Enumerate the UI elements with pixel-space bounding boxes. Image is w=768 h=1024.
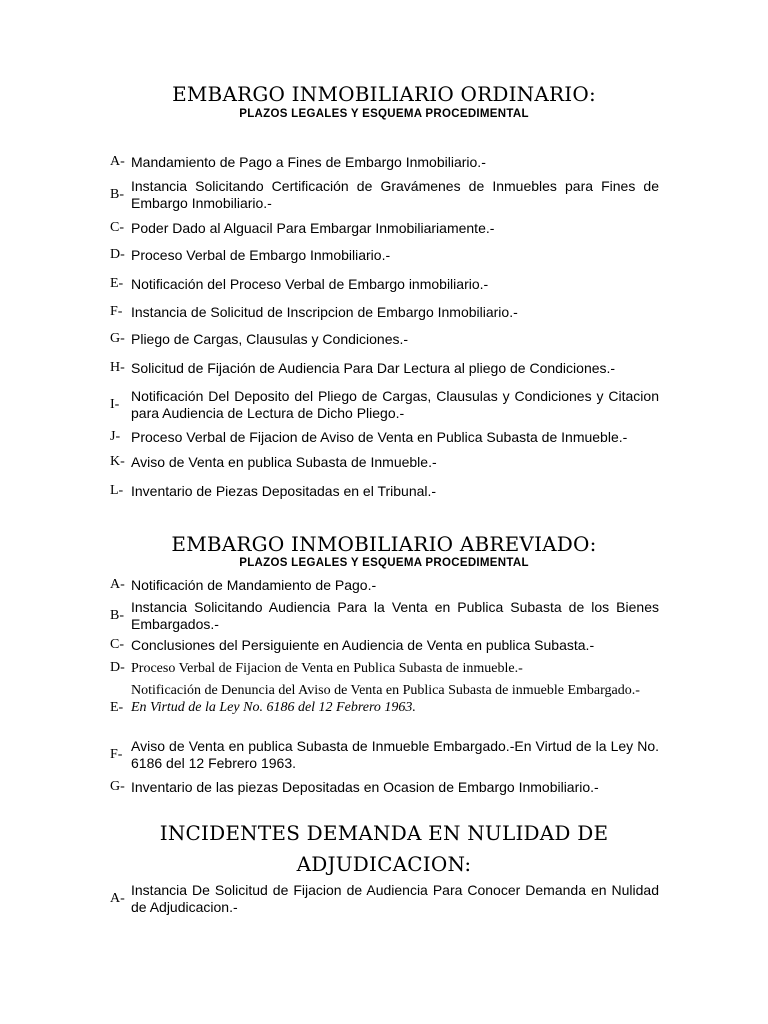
item-text: Notificación del Proceso Verbal de Embargo inmobiliario.-	[131, 276, 489, 292]
item-letter: B-	[110, 187, 124, 202]
item-letter: L-	[110, 483, 124, 498]
item-text: Instancia Solicitando Certificación de Gravámenes de Inmuebles para Fines de Embargo Inmobiliario.-	[131, 178, 659, 211]
item-text: Instancia Solicitando Audiencia Para la Venta en Publica Subasta de los Bienes Embargados.-	[131, 599, 659, 632]
item-letter: C-	[110, 637, 124, 652]
item-text: Solicitud de Fijación de Audiencia Para Dar Lectura al pliego de Condiciones.-	[131, 360, 616, 376]
section1-subtitle: PLAZOS LEGALES Y ESQUEMA PROCEDIMENTAL	[239, 108, 529, 120]
item-text: Proceso Verbal de Embargo Inmobiliario.-	[131, 247, 391, 263]
item-letter: K-	[110, 454, 125, 469]
item-letter: A-	[110, 577, 125, 592]
section3-title-line1: INCIDENTES DEMANDA EN NULIDAD DE	[159, 821, 609, 845]
item-letter: A-	[110, 891, 125, 906]
item-letter: C-	[110, 220, 124, 235]
section2-title: EMBARGO INMOBILIARIO ABREVIADO:	[171, 532, 597, 556]
section3-title-line2: ADJUDICACION:	[296, 852, 472, 876]
item-letter: B-	[110, 608, 124, 623]
item-letter: F-	[110, 747, 123, 762]
item-letter: G-	[110, 779, 125, 794]
item-text: Pliego de Cargas, Clausulas y Condiciones.-	[131, 331, 409, 347]
item-letter: D-	[110, 660, 125, 675]
item-text: Mandamiento de Pago a Fines de Embargo Inmobiliario.-	[131, 154, 486, 170]
item-text: Poder Dado al Alguacil Para Embargar Inmobiliariamente.-	[131, 220, 495, 236]
item-text-main: Notificación de Denuncia del Aviso de Venta en Publica Subasta de inmueble Embargado.-	[131, 683, 640, 698]
item-letter: G-	[110, 331, 125, 346]
item-letter: H-	[110, 360, 125, 375]
item-text: Instancia de Solicitud de Inscripcion de Embargo Inmobiliario.-	[131, 304, 518, 320]
section2-subtitle: PLAZOS LEGALES Y ESQUEMA PROCEDIMENTAL	[239, 557, 529, 569]
item-letter: J-	[110, 429, 121, 444]
item-text: Aviso de Venta en publica Subasta de Inmueble Embargado.-En Virtud de la Ley No. 6186 del 12 Febrero 1963.	[131, 738, 659, 771]
item-text	[131, 682, 659, 716]
item-text: Inventario de las piezas Depositadas en Ocasion de Embargo Inmobiliario.-	[131, 779, 599, 795]
item-letter: E-	[110, 700, 124, 715]
item-letter: I-	[110, 397, 120, 412]
item-letter: D-	[110, 247, 125, 262]
section1-title: EMBARGO INMOBILIARIO ORDINARIO:	[172, 82, 596, 106]
law-reference-note: En Virtud de la Ley No. 6186 del 12 Febrero 1963.	[131, 700, 416, 715]
item-letter: F-	[110, 304, 123, 319]
item-text: Proceso Verbal de Fijacion de Aviso de Venta en Publica Subasta de Inmueble.-	[131, 429, 628, 445]
item-text: Notificación Del Deposito del Pliego de Cargas, Clausulas y Condiciones y Citacion para Audiencia de Lectura de Dicho Pliego.-	[131, 388, 659, 421]
item-letter: E-	[110, 276, 124, 291]
item-text: Notificación de Mandamiento de Pago.-	[131, 577, 377, 593]
item-letter: A-	[110, 154, 125, 169]
item-text: Instancia De Solicitud de Fijacion de Audiencia Para Conocer Demanda en Nulidad de Adjudicacion.-	[131, 882, 659, 915]
item-text: Inventario de Piezas Depositadas en el Tribunal.-	[131, 483, 437, 499]
item-text: Proceso Verbal de Fijacion de Venta en Publica Subasta de inmueble.-	[131, 661, 523, 676]
item-text: Conclusiones del Persiguiente en Audiencia de Venta en publica Subasta.-	[131, 637, 595, 653]
item-text: Aviso de Venta en publica Subasta de Inmueble.-	[131, 454, 437, 470]
